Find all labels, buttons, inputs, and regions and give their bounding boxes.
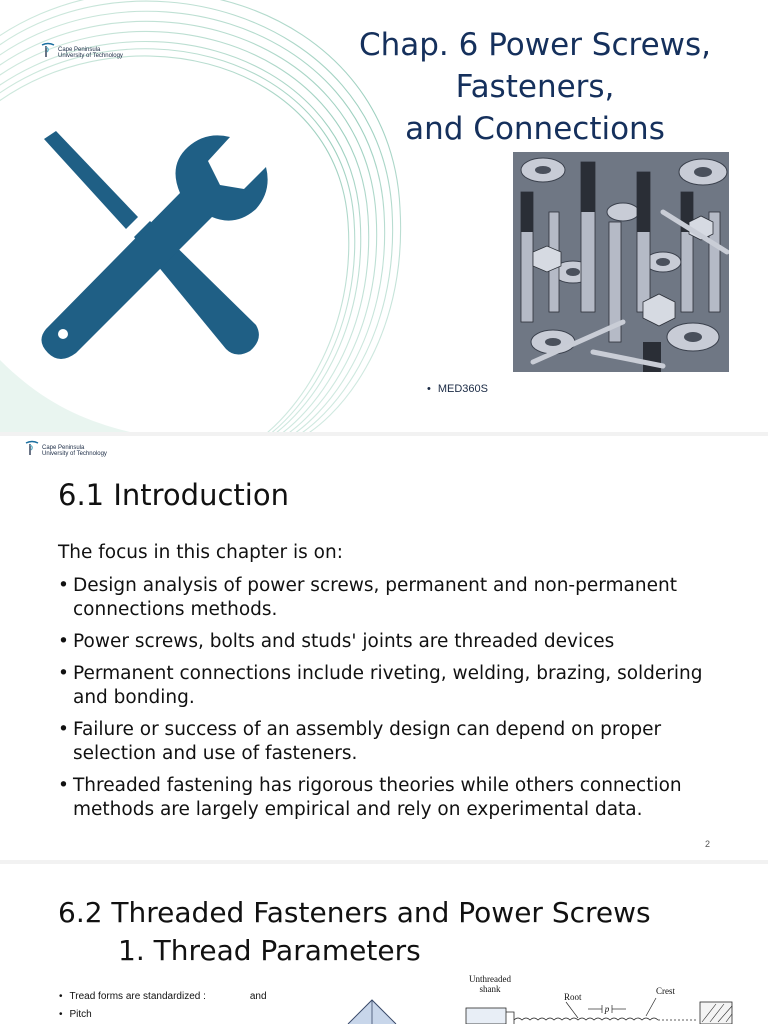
list-item: • Failure or success of an assembly design can depend on proper selection and use of fasteners. <box>58 718 738 766</box>
list-item <box>59 988 267 1006</box>
bullet-dot: • <box>427 383 431 395</box>
root-label: Root <box>564 992 582 1002</box>
course-code: MED360S <box>437 383 488 395</box>
introduction-slide <box>0 436 768 860</box>
thread-diagram <box>340 972 740 1024</box>
bullet-dot: • <box>59 1009 63 1020</box>
slide-heading <box>58 894 651 970</box>
list-item-text: Tread forms are standardized : <box>69 991 206 1002</box>
course-code-bullet <box>427 383 488 395</box>
logo-mark-icon <box>24 440 40 456</box>
pitch-label: p <box>604 1004 610 1014</box>
bullet-list <box>59 988 267 1024</box>
cput-logo <box>24 440 107 457</box>
fasteners-photo <box>513 152 729 372</box>
bullet-list <box>58 574 738 830</box>
logo-text <box>58 42 123 59</box>
page-number: 2 <box>704 839 710 849</box>
title-line-1: Chap. 6 Power Screws, <box>358 27 712 63</box>
tools-icon <box>30 125 275 365</box>
threaded-fasteners-slide <box>0 864 768 1024</box>
shank-label: shank <box>479 984 501 994</box>
logo-text <box>42 440 107 457</box>
list-item-text: Pitch <box>69 1009 92 1020</box>
list-item: • Design analysis of power screws, permanent and non-permanent connections methods. <box>58 574 738 622</box>
list-item-extra: and <box>249 991 267 1002</box>
list-item <box>59 1006 267 1024</box>
logo-line-1: Cape Peninsula <box>58 47 101 53</box>
title-line-3: and Connections <box>405 111 665 147</box>
logo-line-2: University of Technology <box>58 53 123 59</box>
slide-heading: 6.1 Introduction <box>58 478 289 512</box>
slide-title <box>330 24 740 150</box>
logo-line-2: University of Technology <box>42 451 107 457</box>
heading-line-2: 1. Thread Parameters <box>118 934 421 967</box>
logo-mark-icon <box>40 42 56 58</box>
list-item: • Threaded fastening has rigorous theories while others connection methods are largely empirical and rely on experimental data. <box>58 774 738 822</box>
cput-logo <box>40 42 123 59</box>
list-item: • Power screws, bolts and studs' joints are threaded devices <box>58 630 738 654</box>
title-line-2: Fasteners, <box>455 69 615 105</box>
lead-text: The focus in this chapter is on: <box>58 542 343 563</box>
bullet-dot: • <box>59 991 63 1002</box>
list-item: • Permanent connections include riveting, welding, brazing, soldering and bonding. <box>58 662 738 710</box>
title-slide <box>0 0 768 432</box>
crest-label: Crest <box>656 986 675 996</box>
heading-line-1: 6.2 Threaded Fasteners and Power Screws <box>58 896 651 929</box>
logo-line-1: Cape Peninsula <box>42 445 85 451</box>
unthreaded-label: Unthreaded <box>469 974 511 984</box>
